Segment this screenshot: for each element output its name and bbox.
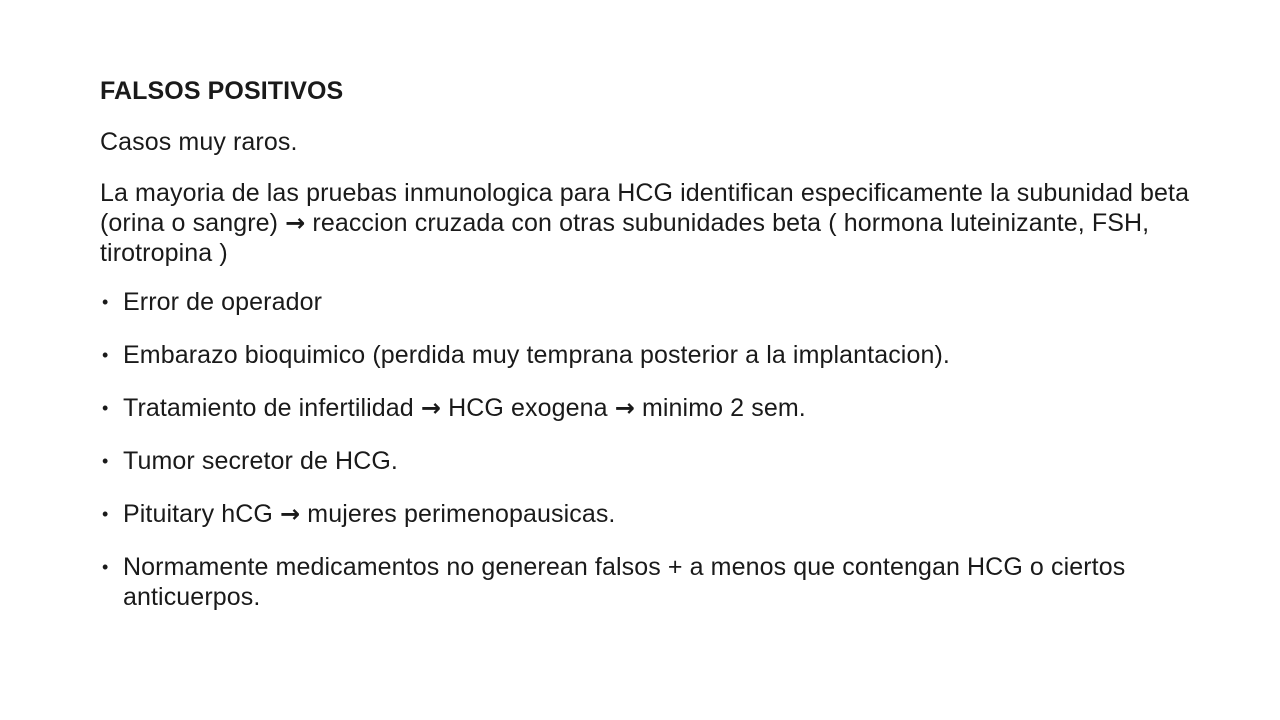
- bullet-icon: •: [102, 345, 109, 365]
- list-item-text: Tumor secretor de HCG.: [123, 447, 398, 475]
- bullet-icon: •: [102, 451, 109, 471]
- arrow-right-icon: →: [614, 394, 635, 422]
- list-item: [100, 552, 1210, 612]
- bullet-icon: •: [102, 557, 109, 577]
- list-item-text: Embarazo bioquimico (perdida muy temprana posterior a la implantacion).: [123, 341, 950, 369]
- list-item: [100, 393, 1210, 423]
- detail-paragraph-text-1: La mayoria de las pruebas inmunologica para HCG identifican especificamente la subunidad beta (orina o sangre): [100, 179, 1190, 237]
- detail-paragraph: [100, 178, 1210, 268]
- list-item-text: mujeres perimenopausicas.: [307, 500, 616, 528]
- list-item-text: Normamente medicamentos no generean falsos + a menos que contengan HCG o ciertos anticuerpos.: [123, 553, 1126, 611]
- bullet-icon: •: [102, 504, 109, 524]
- list-item-text: Error de operador: [123, 288, 323, 316]
- arrow-right-icon: →: [280, 500, 301, 528]
- slide-content: [100, 76, 1210, 635]
- list-item: [100, 340, 1210, 370]
- arrow-right-icon: →: [420, 394, 442, 422]
- bullet-list: [100, 287, 1210, 612]
- list-item-text: Tratamiento de infertilidad: [123, 394, 414, 422]
- list-item: [100, 499, 1210, 529]
- detail-paragraph-text-2: reaccion cruzada con otras subunidades beta ( hormona luteinizante, FSH, tirotropina ): [100, 209, 1150, 267]
- list-item: [100, 446, 1210, 476]
- arrow-right-icon: →: [285, 209, 306, 237]
- list-item-text: HCG exogena: [448, 394, 608, 422]
- slide-title: FALSOS POSITIVOS: [100, 77, 344, 105]
- list-item: [100, 287, 1210, 317]
- bullet-icon: •: [102, 398, 109, 418]
- bullet-icon: •: [102, 292, 109, 312]
- list-item-text: Pituitary hCG: [123, 500, 273, 528]
- intro-paragraph: Casos muy raros.: [100, 128, 298, 156]
- list-item-text: minimo 2 sem.: [641, 394, 806, 422]
